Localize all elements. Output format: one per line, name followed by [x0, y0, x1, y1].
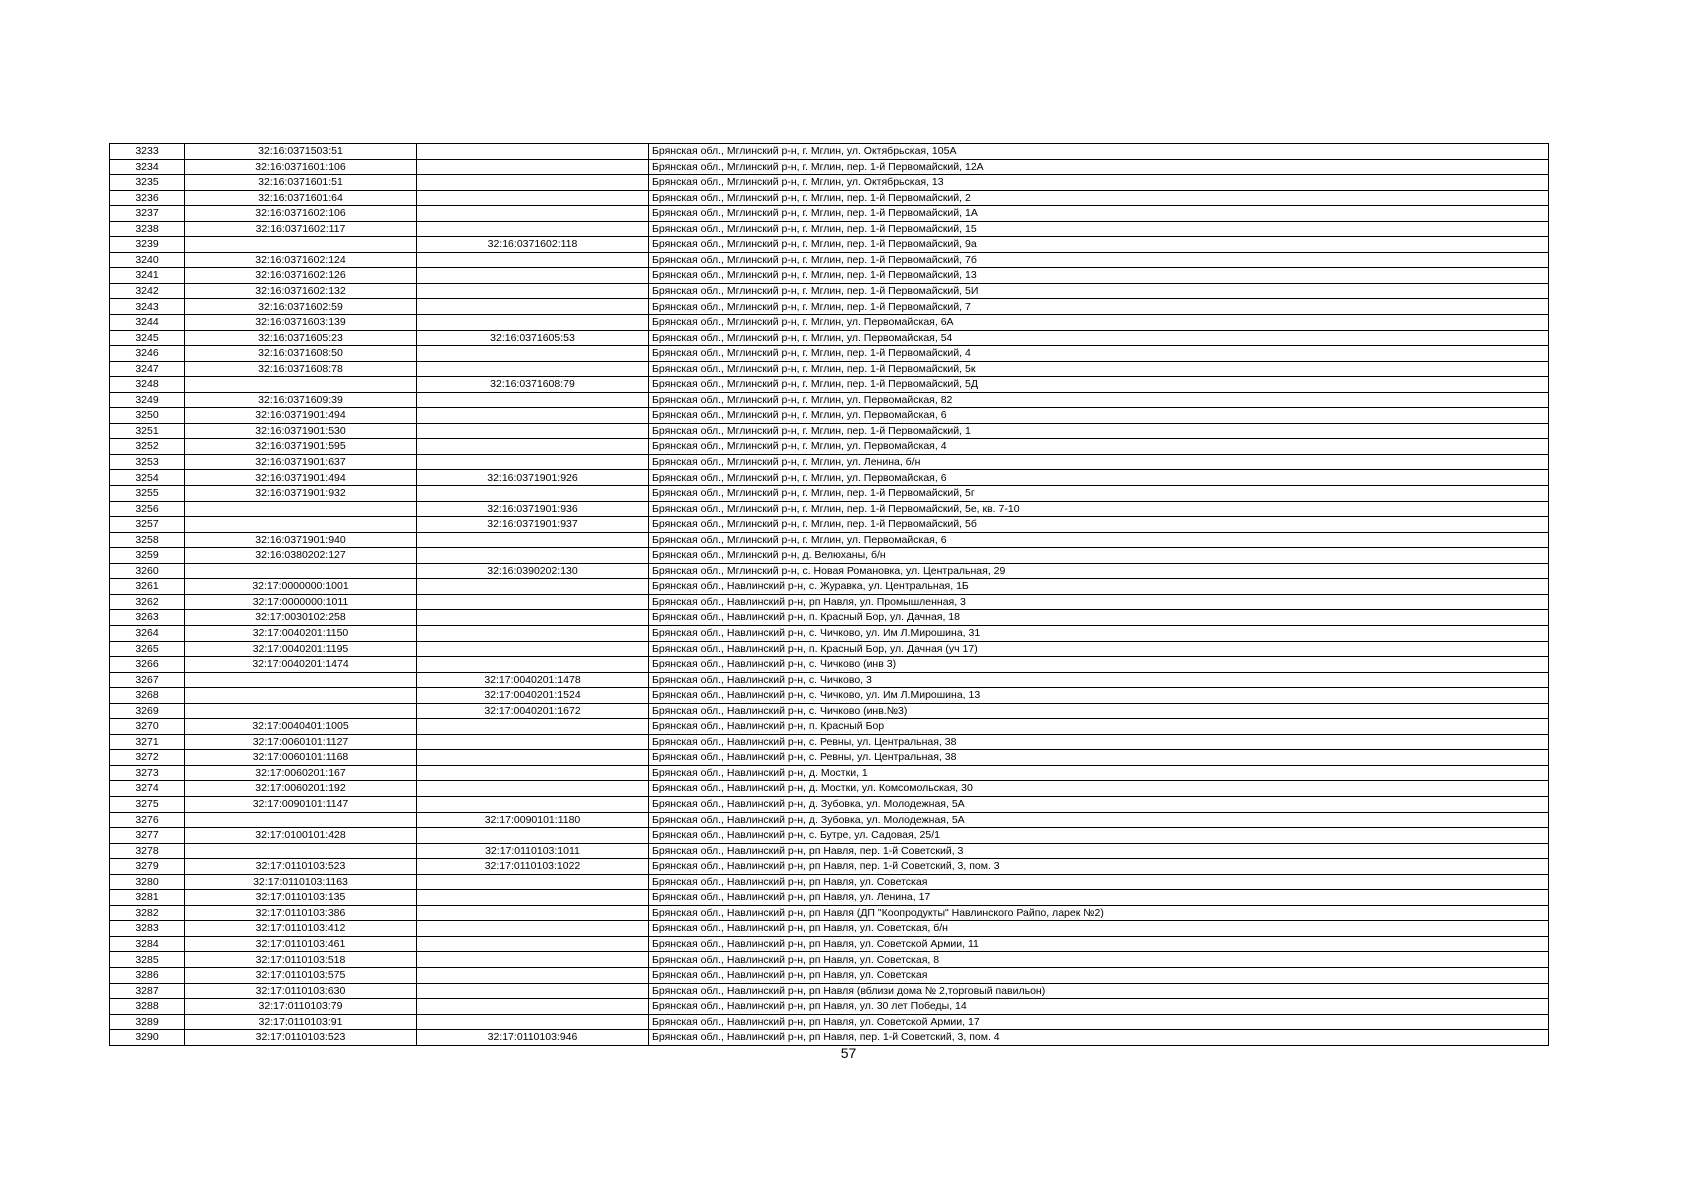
cadastral-number-secondary-cell [417, 874, 649, 890]
cadastral-number-cell [185, 237, 417, 253]
table-row [110, 486, 1549, 502]
address-cell: Брянская обл., Мглинский р-н, г. Мглин, пер. 1-й Первомайский, 5г [649, 486, 1549, 502]
cadastral-number-secondary-cell [417, 734, 649, 750]
cadastral-number-cell: 32:16:0371601:51 [185, 175, 417, 191]
address-cell: Брянская обл., Навлинский р-н, рп Навля, пер. 1-й Советский, 3 [649, 843, 1549, 859]
cadastral-number-secondary-cell: 32:16:0371901:937 [417, 517, 649, 533]
table-row [110, 983, 1549, 999]
table-row [110, 439, 1549, 455]
row-number-cell: 3251 [110, 423, 185, 439]
row-number-cell: 3261 [110, 579, 185, 595]
cadastral-number-secondary-cell [417, 641, 649, 657]
cadastral-number-cell [185, 517, 417, 533]
row-number-cell: 3278 [110, 843, 185, 859]
cadastral-number-secondary-cell [417, 952, 649, 968]
cadastral-number-secondary-cell: 32:16:0371608:79 [417, 377, 649, 393]
cadastral-number-cell [185, 703, 417, 719]
table-row [110, 283, 1549, 299]
cadastral-number-cell [185, 812, 417, 828]
cadastral-number-secondary-cell: 32:16:0371605:53 [417, 330, 649, 346]
table-row [110, 268, 1549, 284]
row-number-cell: 3263 [110, 610, 185, 626]
table-row [110, 563, 1549, 579]
address-cell: Брянская обл., Навлинский р-н, рп Навля, ул. Советской Армии, 17 [649, 1014, 1549, 1030]
cadastral-number-secondary-cell [417, 921, 649, 937]
row-number-cell: 3254 [110, 470, 185, 486]
cadastral-number-cell: 32:16:0371901:494 [185, 470, 417, 486]
cadastral-number-secondary-cell [417, 750, 649, 766]
address-cell: Брянская обл., Навлинский р-н, с. Чичково, ул. Им Л.Мирошина, 31 [649, 625, 1549, 641]
table-row [110, 548, 1549, 564]
table-row [110, 625, 1549, 641]
row-number-cell: 3248 [110, 377, 185, 393]
table-row [110, 237, 1549, 253]
cadastral-number-cell: 32:16:0371901:637 [185, 454, 417, 470]
address-cell: Брянская обл., Навлинский р-н, рп Навля (вблизи дома № 2,торговый павильон) [649, 983, 1549, 999]
address-cell: Брянская обл., Навлинский р-н, рп Навля, ул. Советская [649, 967, 1549, 983]
table-row [110, 672, 1549, 688]
table-row [110, 315, 1549, 331]
cadastral-number-secondary-cell [417, 890, 649, 906]
cadastral-number-secondary-cell [417, 905, 649, 921]
cadastral-number-cell: 32:17:0110103:412 [185, 921, 417, 937]
address-cell: Брянская обл., Навлинский р-н, п. Красный Бор, ул. Дачная (уч 17) [649, 641, 1549, 657]
row-number-cell: 3289 [110, 1014, 185, 1030]
row-number-cell: 3281 [110, 890, 185, 906]
table-row [110, 874, 1549, 890]
address-cell: Брянская обл., Мглинский р-н, г. Мглин, пер. 1-й Первомайский, 7 [649, 299, 1549, 315]
cadastral-number-secondary-cell [417, 299, 649, 315]
cadastral-number-secondary-cell [417, 719, 649, 735]
address-cell: Брянская обл., Навлинский р-н, с. Журавка, ул. Центральная, 1Б [649, 579, 1549, 595]
row-number-cell: 3239 [110, 237, 185, 253]
address-cell: Брянская обл., Мглинский р-н, г. Мглин, пер. 1-й Первомайский, 7б [649, 252, 1549, 268]
address-cell: Брянская обл., Мглинский р-н, д. Велюханы, б/н [649, 548, 1549, 564]
cadastral-number-secondary-cell [417, 221, 649, 237]
cadastral-number-secondary-cell [417, 439, 649, 455]
table-row [110, 361, 1549, 377]
table-row [110, 190, 1549, 206]
address-cell: Брянская обл., Мглинский р-н, г. Мглин, пер. 1-й Первомайский, 9а [649, 237, 1549, 253]
table-row [110, 1030, 1549, 1046]
cadastral-number-secondary-cell [417, 828, 649, 844]
row-number-cell: 3260 [110, 563, 185, 579]
row-number-cell: 3264 [110, 625, 185, 641]
registry-table-body [110, 144, 1549, 1046]
cadastral-number-cell: 32:16:0371608:78 [185, 361, 417, 377]
cadastral-number-secondary-cell: 32:17:0110103:1022 [417, 859, 649, 875]
row-number-cell: 3288 [110, 999, 185, 1015]
address-cell: Брянская обл., Навлинский р-н, рп Навля, ул. 30 лет Победы, 14 [649, 999, 1549, 1015]
cadastral-number-cell: 32:16:0371601:64 [185, 190, 417, 206]
row-number-cell: 3282 [110, 905, 185, 921]
row-number-cell: 3277 [110, 828, 185, 844]
table-row [110, 952, 1549, 968]
row-number-cell: 3245 [110, 330, 185, 346]
row-number-cell: 3290 [110, 1030, 185, 1046]
cadastral-number-secondary-cell [417, 346, 649, 362]
cadastral-number-cell: 32:17:0110103:1163 [185, 874, 417, 890]
address-cell: Брянская обл., Мглинский р-н, г. Мглин, пер. 1-й Первомайский, 2 [649, 190, 1549, 206]
address-cell: Брянская обл., Мглинский р-н, г. Мглин, ул. Первомайская, 6 [649, 532, 1549, 548]
address-cell: Брянская обл., Навлинский р-н, с. Чичково (инв 3) [649, 657, 1549, 673]
cadastral-number-cell: 32:17:0110103:91 [185, 1014, 417, 1030]
cadastral-number-cell [185, 688, 417, 704]
table-row [110, 610, 1549, 626]
table-row [110, 454, 1549, 470]
address-cell: Брянская обл., Навлинский р-н, с. Бутре, ул. Садовая, 25/1 [649, 828, 1549, 844]
address-cell: Брянская обл., Мглинский р-н, г. Мглин, ул. Первомайская, 4 [649, 439, 1549, 455]
row-number-cell: 3268 [110, 688, 185, 704]
row-number-cell: 3285 [110, 952, 185, 968]
address-cell: Брянская обл., Мглинский р-н, г. Мглин, ул. Первомайская, 6А [649, 315, 1549, 331]
table-row [110, 377, 1549, 393]
address-cell: Брянская обл., Мглинский р-н, г. Мглин, ул. Ленина, б/н [649, 454, 1549, 470]
cadastral-number-cell: 32:16:0371601:106 [185, 159, 417, 175]
table-row [110, 828, 1549, 844]
cadastral-number-cell: 32:17:0110103:461 [185, 936, 417, 952]
address-cell: Брянская обл., Мглинский р-н, г. Мглин, пер. 1-й Первомайский, 5б [649, 517, 1549, 533]
cadastral-number-secondary-cell [417, 159, 649, 175]
address-cell: Брянская обл., Навлинский р-н, д. Мостки, 1 [649, 765, 1549, 781]
table-row [110, 781, 1549, 797]
table-row [110, 703, 1549, 719]
table-row [110, 999, 1549, 1015]
row-number-cell: 3234 [110, 159, 185, 175]
address-cell: Брянская обл., Навлинский р-н, д. Мостки, ул. Комсомольская, 30 [649, 781, 1549, 797]
address-cell: Брянская обл., Мглинский р-н, г. Мглин, пер. 1-й Первомайский, 5е, кв. 7-10 [649, 501, 1549, 517]
cadastral-number-cell: 32:17:0040201:1195 [185, 641, 417, 657]
cadastral-number-secondary-cell [417, 392, 649, 408]
address-cell: Брянская обл., Навлинский р-н, рп Навля, ул. Советская [649, 874, 1549, 890]
table-row [110, 719, 1549, 735]
row-number-cell: 3253 [110, 454, 185, 470]
cadastral-number-cell: 32:17:0000000:1011 [185, 594, 417, 610]
row-number-cell: 3233 [110, 144, 185, 160]
table-row [110, 144, 1549, 160]
table-row [110, 843, 1549, 859]
row-number-cell: 3280 [110, 874, 185, 890]
cadastral-number-secondary-cell [417, 548, 649, 564]
table-row [110, 594, 1549, 610]
table-row [110, 221, 1549, 237]
cadastral-number-cell: 32:16:0380202:127 [185, 548, 417, 564]
address-cell: Брянская обл., Навлинский р-н, рп Навля, пер. 1-й Советский, 3, пом. 4 [649, 1030, 1549, 1046]
address-cell: Брянская обл., Навлинский р-н, рп Навля, ул. Советская, 8 [649, 952, 1549, 968]
cadastral-number-secondary-cell [417, 610, 649, 626]
cadastral-number-cell: 32:17:0000000:1001 [185, 579, 417, 595]
table-row [110, 392, 1549, 408]
cadastral-number-cell: 32:16:0371901:940 [185, 532, 417, 548]
address-cell: Брянская обл., Мглинский р-н, г. Мглин, пер. 1-й Первомайский, 4 [649, 346, 1549, 362]
table-row [110, 905, 1549, 921]
row-number-cell: 3262 [110, 594, 185, 610]
address-cell: Брянская обл., Навлинский р-н, рп Навля, ул. Советская, б/н [649, 921, 1549, 937]
cadastral-number-cell: 32:17:0110103:518 [185, 952, 417, 968]
table-row [110, 936, 1549, 952]
address-cell: Брянская обл., Мглинский р-н, г. Мглин, пер. 1-й Первомайский, 12А [649, 159, 1549, 175]
address-cell: Брянская обл., Мглинский р-н, г. Мглин, пер. 1-й Первомайский, 15 [649, 221, 1549, 237]
table-row [110, 796, 1549, 812]
row-number-cell: 3244 [110, 315, 185, 331]
cadastral-number-secondary-cell [417, 283, 649, 299]
row-number-cell: 3272 [110, 750, 185, 766]
address-cell: Брянская обл., Навлинский р-н, с. Ревны, ул. Центральная, 38 [649, 750, 1549, 766]
table-row [110, 206, 1549, 222]
table-row [110, 750, 1549, 766]
table-row [110, 579, 1549, 595]
address-cell: Брянская обл., Навлинский р-н, п. Красный Бор, ул. Дачная, 18 [649, 610, 1549, 626]
row-number-cell: 3237 [110, 206, 185, 222]
address-cell: Брянская обл., Мглинский р-н, г. Мглин, пер. 1-й Первомайский, 1А [649, 206, 1549, 222]
cadastral-number-cell: 32:17:0110103:523 [185, 859, 417, 875]
table-row [110, 812, 1549, 828]
cadastral-number-secondary-cell [417, 765, 649, 781]
table-row [110, 470, 1549, 486]
address-cell: Брянская обл., Навлинский р-н, с. Чичково (инв.№3) [649, 703, 1549, 719]
cadastral-number-secondary-cell [417, 486, 649, 502]
row-number-cell: 3270 [110, 719, 185, 735]
cadastral-number-secondary-cell: 32:17:0040201:1524 [417, 688, 649, 704]
cadastral-number-cell: 32:16:0371602:59 [185, 299, 417, 315]
cadastral-number-secondary-cell [417, 999, 649, 1015]
row-number-cell: 3238 [110, 221, 185, 237]
row-number-cell: 3283 [110, 921, 185, 937]
row-number-cell: 3287 [110, 983, 185, 999]
cadastral-number-secondary-cell [417, 796, 649, 812]
cadastral-number-cell: 32:16:0371503:51 [185, 144, 417, 160]
address-cell: Брянская обл., Мглинский р-н, г. Мглин, ул. Первомайская, 6 [649, 408, 1549, 424]
row-number-cell: 3247 [110, 361, 185, 377]
cadastral-number-secondary-cell: 32:17:0040201:1478 [417, 672, 649, 688]
row-number-cell: 3286 [110, 967, 185, 983]
cadastral-number-cell: 32:17:0110103:630 [185, 983, 417, 999]
table-row [110, 252, 1549, 268]
cadastral-number-secondary-cell [417, 315, 649, 331]
table-row [110, 299, 1549, 315]
address-cell: Брянская обл., Мглинский р-н, г. Мглин, ул. Первомайская, 6 [649, 470, 1549, 486]
cadastral-number-cell [185, 377, 417, 393]
cadastral-number-secondary-cell [417, 190, 649, 206]
row-number-cell: 3279 [110, 859, 185, 875]
cadastral-number-secondary-cell [417, 983, 649, 999]
cadastral-number-cell: 32:16:0371901:530 [185, 423, 417, 439]
cadastral-number-cell: 32:16:0371901:932 [185, 486, 417, 502]
row-number-cell: 3242 [110, 283, 185, 299]
table-row [110, 175, 1549, 191]
row-number-cell: 3249 [110, 392, 185, 408]
cadastral-number-cell: 32:16:0371603:139 [185, 315, 417, 331]
cadastral-number-cell: 32:16:0371602:117 [185, 221, 417, 237]
address-cell: Брянская обл., Мглинский р-н, г. Мглин, ул. Октябрьская, 13 [649, 175, 1549, 191]
cadastral-number-secondary-cell: 32:17:0110103:1011 [417, 843, 649, 859]
cadastral-number-secondary-cell: 32:17:0110103:946 [417, 1030, 649, 1046]
cadastral-number-secondary-cell: 32:16:0371901:936 [417, 501, 649, 517]
table-row [110, 346, 1549, 362]
table-row [110, 921, 1549, 937]
address-cell: Брянская обл., Навлинский р-н, рп Навля, ул. Ленина, 17 [649, 890, 1549, 906]
row-number-cell: 3246 [110, 346, 185, 362]
row-number-cell: 3267 [110, 672, 185, 688]
table-row [110, 423, 1549, 439]
address-cell: Брянская обл., Мглинский р-н, с. Новая Романовка, ул. Центральная, 29 [649, 563, 1549, 579]
address-cell: Брянская обл., Мглинский р-н, г. Мглин, пер. 1-й Первомайский, 1 [649, 423, 1549, 439]
cadastral-number-secondary-cell [417, 936, 649, 952]
table-row [110, 1014, 1549, 1030]
cadastral-number-cell: 32:17:0040201:1150 [185, 625, 417, 641]
cadastral-number-secondary-cell [417, 144, 649, 160]
row-number-cell: 3256 [110, 501, 185, 517]
cadastral-number-cell: 32:16:0371602:126 [185, 268, 417, 284]
cadastral-number-cell: 32:17:0110103:575 [185, 967, 417, 983]
cadastral-number-cell: 32:17:0060101:1168 [185, 750, 417, 766]
cadastral-number-secondary-cell: 32:17:0040201:1672 [417, 703, 649, 719]
cadastral-number-secondary-cell [417, 361, 649, 377]
cadastral-number-cell: 32:17:0060201:167 [185, 765, 417, 781]
row-number-cell: 3265 [110, 641, 185, 657]
row-number-cell: 3241 [110, 268, 185, 284]
cadastral-number-cell [185, 843, 417, 859]
cadastral-number-cell: 32:16:0371602:106 [185, 206, 417, 222]
address-cell: Брянская обл., Мглинский р-н, г. Мглин, ул. Первомайская, 54 [649, 330, 1549, 346]
row-number-cell: 3250 [110, 408, 185, 424]
cadastral-number-secondary-cell [417, 625, 649, 641]
cadastral-number-cell: 32:16:0371602:132 [185, 283, 417, 299]
address-cell: Брянская обл., Навлинский р-н, рп Навля, пер. 1-й Советский, 3, пом. 3 [649, 859, 1549, 875]
cadastral-number-cell: 32:17:0110103:386 [185, 905, 417, 921]
cadastral-number-cell: 32:16:0371605:23 [185, 330, 417, 346]
cadastral-number-secondary-cell: 32:16:0371901:926 [417, 470, 649, 486]
address-cell: Брянская обл., Навлинский р-н, с. Чичково, ул. Им Л.Мирошина, 13 [649, 688, 1549, 704]
address-cell: Брянская обл., Навлинский р-н, рп Навля, ул. Промышленная, 3 [649, 594, 1549, 610]
row-number-cell: 3275 [110, 796, 185, 812]
cadastral-number-cell: 32:16:0371602:124 [185, 252, 417, 268]
cadastral-number-cell: 32:17:0110103:79 [185, 999, 417, 1015]
address-cell: Брянская обл., Навлинский р-н, д. Зубовка, ул. Молодежная, 5А [649, 812, 1549, 828]
row-number-cell: 3236 [110, 190, 185, 206]
table-row [110, 641, 1549, 657]
cadastral-number-cell: 32:17:0060201:192 [185, 781, 417, 797]
row-number-cell: 3258 [110, 532, 185, 548]
row-number-cell: 3255 [110, 486, 185, 502]
cadastral-number-cell: 32:17:0060101:1127 [185, 734, 417, 750]
cadastral-number-secondary-cell [417, 967, 649, 983]
cadastral-number-secondary-cell [417, 594, 649, 610]
address-cell: Брянская обл., Мглинский р-н, г. Мглин, пер. 1-й Первомайский, 13 [649, 268, 1549, 284]
cadastral-number-secondary-cell [417, 579, 649, 595]
cadastral-number-secondary-cell [417, 206, 649, 222]
cadastral-number-cell: 32:16:0371901:595 [185, 439, 417, 455]
table-row [110, 501, 1549, 517]
row-number-cell: 3235 [110, 175, 185, 191]
table-row [110, 532, 1549, 548]
row-number-cell: 3269 [110, 703, 185, 719]
cadastral-number-secondary-cell [417, 252, 649, 268]
cadastral-number-cell: 32:16:0371901:494 [185, 408, 417, 424]
cadastral-number-cell: 32:17:0040401:1005 [185, 719, 417, 735]
table-row [110, 765, 1549, 781]
table-row [110, 657, 1549, 673]
table-row [110, 734, 1549, 750]
row-number-cell: 3273 [110, 765, 185, 781]
address-cell: Брянская обл., Мглинский р-н, г. Мглин, пер. 1-й Первомайский, 5к [649, 361, 1549, 377]
cadastral-number-secondary-cell [417, 268, 649, 284]
cadastral-number-cell: 32:16:0371608:50 [185, 346, 417, 362]
table-row [110, 688, 1549, 704]
address-cell: Брянская обл., Навлинский р-н, п. Красный Бор [649, 719, 1549, 735]
address-cell: Брянская обл., Навлинский р-н, рп Навля (ДП "Коопродукты" Навлинского Райпо, ларек №2) [649, 905, 1549, 921]
row-number-cell: 3243 [110, 299, 185, 315]
row-number-cell: 3259 [110, 548, 185, 564]
address-cell: Брянская обл., Навлинский р-н, д. Зубовка, ул. Молодежная, 5А [649, 796, 1549, 812]
cadastral-number-cell [185, 563, 417, 579]
cadastral-number-cell: 32:17:0100101:428 [185, 828, 417, 844]
table-row [110, 330, 1549, 346]
cadastral-number-secondary-cell: 32:16:0371602:118 [417, 237, 649, 253]
cadastral-number-secondary-cell [417, 454, 649, 470]
cadastral-number-secondary-cell [417, 657, 649, 673]
row-number-cell: 3266 [110, 657, 185, 673]
table-row [110, 159, 1549, 175]
cadastral-number-cell [185, 672, 417, 688]
address-cell: Брянская обл., Мглинский р-н, г. Мглин, пер. 1-й Первомайский, 5И [649, 283, 1549, 299]
cadastral-number-cell: 32:17:0110103:523 [185, 1030, 417, 1046]
cadastral-number-cell [185, 501, 417, 517]
address-cell: Брянская обл., Навлинский р-н, с. Ревны, ул. Центральная, 38 [649, 734, 1549, 750]
cadastral-number-secondary-cell: 32:16:0390202:130 [417, 563, 649, 579]
address-cell: Брянская обл., Мглинский р-н, г. Мглин, пер. 1-й Первомайский, 5Д [649, 377, 1549, 393]
table-row [110, 408, 1549, 424]
cadastral-number-cell: 32:17:0040201:1474 [185, 657, 417, 673]
row-number-cell: 3257 [110, 517, 185, 533]
row-number-cell: 3274 [110, 781, 185, 797]
cadastral-number-secondary-cell: 32:17:0090101:1180 [417, 812, 649, 828]
row-number-cell: 3240 [110, 252, 185, 268]
cadastral-number-secondary-cell [417, 423, 649, 439]
row-number-cell: 3252 [110, 439, 185, 455]
cadastral-number-secondary-cell [417, 175, 649, 191]
cadastral-number-cell: 32:17:0110103:135 [185, 890, 417, 906]
address-cell: Брянская обл., Мглинский р-н, г. Мглин, ул. Первомайская, 82 [649, 392, 1549, 408]
table-row [110, 859, 1549, 875]
page-number: 57 [840, 1045, 857, 1061]
table-row [110, 967, 1549, 983]
cadastral-number-secondary-cell [417, 781, 649, 797]
address-cell: Брянская обл., Навлинский р-н, рп Навля, ул. Советской Армии, 11 [649, 936, 1549, 952]
cadastral-number-cell: 32:17:0030102:258 [185, 610, 417, 626]
cadastral-number-secondary-cell [417, 408, 649, 424]
cadastral-number-cell: 32:16:0371609:39 [185, 392, 417, 408]
table-row [110, 890, 1549, 906]
cadastral-number-secondary-cell [417, 532, 649, 548]
row-number-cell: 3284 [110, 936, 185, 952]
row-number-cell: 3271 [110, 734, 185, 750]
cadastral-number-secondary-cell [417, 1014, 649, 1030]
address-cell: Брянская обл., Навлинский р-н, с. Чичково, 3 [649, 672, 1549, 688]
cadastral-number-cell: 32:17:0090101:1147 [185, 796, 417, 812]
row-number-cell: 3276 [110, 812, 185, 828]
address-cell: Брянская обл., Мглинский р-н, г. Мглин, ул. Октябрьская, 105А [649, 144, 1549, 160]
table-row [110, 517, 1549, 533]
registry-table [109, 143, 1549, 1046]
